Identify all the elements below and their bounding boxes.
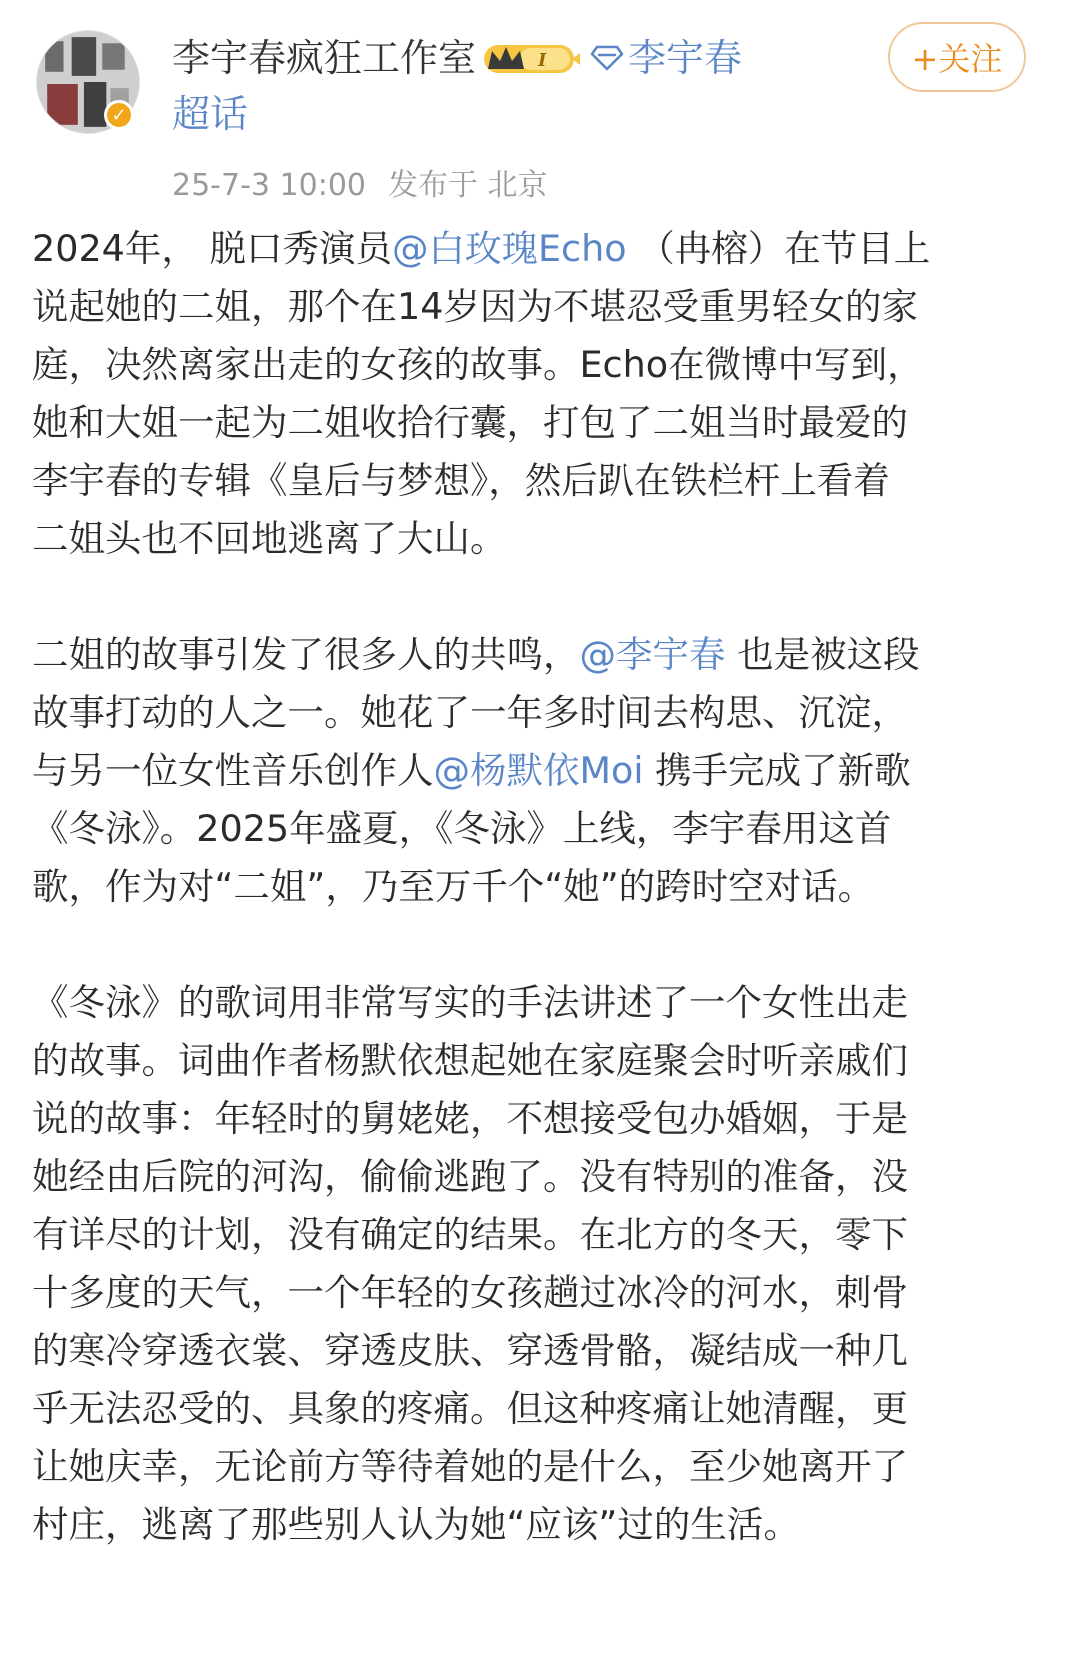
text-line	[32, 1206, 1052, 1264]
text-line	[32, 1264, 1052, 1322]
text-segment: 乎无法忍受的、具象的疼痛。但这种疼痛让她清醒，更	[32, 1387, 908, 1430]
text-line	[32, 1148, 1052, 1206]
mention-link[interactable]: @李宇春	[579, 633, 726, 676]
text-segment: 村庄，逃离了那些别人认为她“应该”过的生活。	[32, 1503, 800, 1546]
crown-level-icon	[482, 39, 580, 77]
text-segment: 她经由后院的河沟，偷偷逃跑了。没有特别的准备，没	[32, 1155, 908, 1198]
post-date: 25-7-3 10:00	[172, 168, 366, 203]
text-line	[32, 1438, 1052, 1496]
post-paragraph	[32, 220, 1052, 568]
text-segment: 歌，作为对“二姐”，乃至万千个“她”的跨时空对话。	[32, 865, 875, 908]
post-header	[0, 0, 1080, 230]
text-segment: 的故事。词曲作者杨默依想起她在家庭聚会时听亲戚们	[32, 1039, 908, 1082]
post-location: 发布于 北京	[388, 168, 548, 203]
author-line	[172, 30, 862, 142]
text-segment: 十多度的天气，一个年轻的女孩趟过冰冷的河水，刺骨	[32, 1271, 908, 1314]
text-line	[32, 858, 1052, 916]
author-name[interactable]: 李宇春疯狂工作室	[172, 36, 477, 80]
text-segment: 二姐头也不回地逃离了大山。	[32, 517, 507, 560]
text-line	[32, 1496, 1052, 1554]
topic-link-suffix[interactable]: 超话	[172, 92, 249, 136]
text-segment: 2024年， 脱口秀演员	[32, 227, 392, 270]
text-segment: 携手完成了新歌	[643, 749, 911, 792]
text-line	[32, 220, 1052, 278]
text-line	[32, 452, 1052, 510]
text-line	[32, 1322, 1052, 1380]
text-line	[32, 1380, 1052, 1438]
post-paragraph	[32, 626, 1052, 916]
text-line	[32, 336, 1052, 394]
text-line	[32, 1032, 1052, 1090]
text-line	[32, 974, 1052, 1032]
text-line	[32, 742, 1052, 800]
text-line	[32, 278, 1052, 336]
text-segment: 二姐的故事引发了很多人的共鸣，	[32, 633, 580, 676]
post-paragraph	[32, 974, 1052, 1554]
text-line	[32, 800, 1052, 858]
text-line	[32, 510, 1052, 568]
text-segment: 也是被这段	[725, 633, 920, 676]
text-segment: 她和大姐一起为二姐收拾行囊，打包了二姐当时最爱的	[32, 401, 908, 444]
text-segment: 李宇春的专辑《皇后与梦想》，然后趴在铁栏杆上看着	[32, 459, 890, 502]
text-segment: 让她庆幸，无论前方等待着她的是什么，至少她离开了	[32, 1445, 908, 1488]
svg-text:I: I	[538, 49, 547, 71]
text-segment: 《冬泳》的歌词用非常写实的手法讲述了一个女性出走	[32, 981, 908, 1024]
post-meta	[172, 160, 548, 204]
text-segment: 故事打动的人之一。她花了一年多时间去构思、沉淀，	[32, 691, 908, 734]
text-segment: 与另一位女性音乐创作人	[32, 749, 434, 792]
text-line	[32, 626, 1052, 684]
follow-button[interactable]: +关注	[888, 22, 1026, 92]
text-segment: 《冬泳》。2025年盛夏，《冬泳》上线，李宇春用这首	[32, 807, 892, 850]
mention-link[interactable]: @杨默依Moi	[433, 749, 644, 792]
text-segment: 的寒冷穿透衣裳、穿透皮肤、穿透骨骼，凝结成一种几	[32, 1329, 908, 1372]
text-segment: 说起她的二姐，那个在14岁因为不堪忍受重男轻女的家	[32, 285, 918, 328]
text-segment: 庭，决然离家出走的女孩的故事。Echo在微博中写到，	[32, 343, 924, 386]
topic-link-name[interactable]: 李宇春	[628, 36, 743, 80]
mention-link[interactable]: @白玫瑰Echo	[392, 227, 627, 270]
diamond-topic-icon	[590, 45, 624, 71]
verified-badge-icon: ✓	[104, 100, 134, 130]
text-line	[32, 1090, 1052, 1148]
text-segment: （冉榕）在节目上	[626, 227, 931, 270]
text-segment: 说的故事：年轻时的舅姥姥，不想接受包办婚姻，于是	[32, 1097, 908, 1140]
text-line	[32, 394, 1052, 452]
text-segment: 有详尽的计划，没有确定的结果。在北方的冬天，零下	[32, 1213, 908, 1256]
post-body	[32, 220, 1052, 1612]
text-line	[32, 684, 1052, 742]
